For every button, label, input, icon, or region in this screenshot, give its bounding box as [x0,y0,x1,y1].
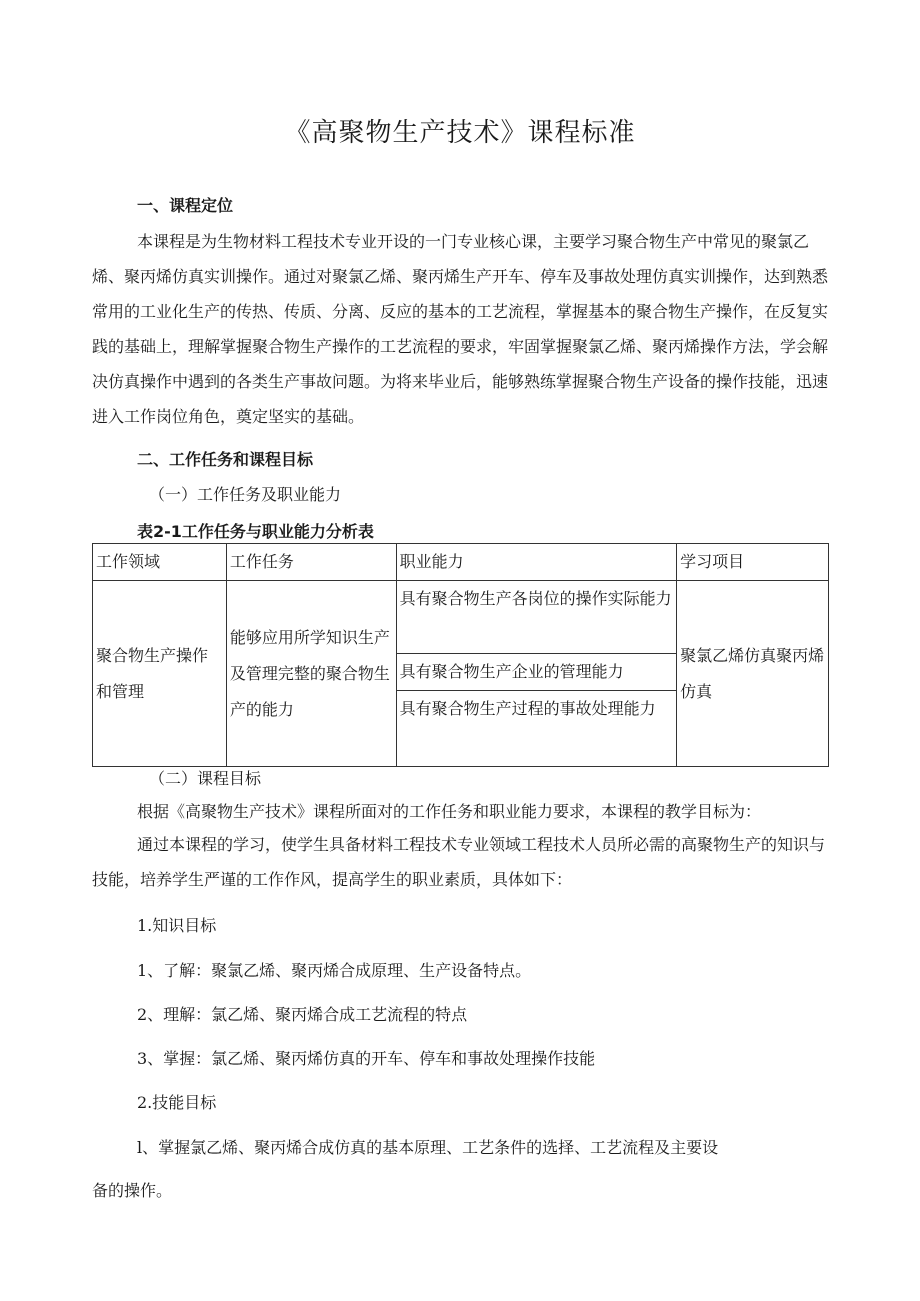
subheading-goals: （二）课程目标 [149,769,262,788]
ability-item: 具有聚合物生产企业的管理能力 [397,654,677,691]
knowledge-item: 3、掌握：氯乙烯、聚丙烯仿真的开车、停车和事故处理操作技能 [137,1049,596,1068]
table-caption: 表2-1工作任务与职业能力分析表 [137,522,374,541]
goals-intro: 根据《高聚物生产技术》课程所面对的工作任务和职业能力要求，本课程的教学目标为： [137,802,762,821]
cell-domain [93,581,227,767]
page-title: 《高聚物生产技术》课程标准 [284,118,636,148]
skill-item-line2: 备的操作。 [92,1181,173,1200]
header-task: 工作任务 [226,544,396,581]
knowledge-item: 2、理解：氯乙烯、聚丙烯合成工艺流程的特点 [137,1005,468,1024]
ability-item: 具有聚合物生产过程的事故处理能力 [399,699,656,718]
domain-text: 聚合物生产操作和管理 [96,645,209,701]
table-header-row [93,544,829,581]
knowledge-item: 1、了解：聚氯乙烯、聚丙烯合成原理、生产设备特点。 [137,961,532,980]
section-heading-tasks-goals: 二、工作任务和课程目标 [137,450,314,469]
positioning-paragraph [92,224,834,434]
positioning-text: 本课程是为生物材料工程技术专业开设的一门专业核心课，主要学习聚合物生产中常见的聚氯乙烯、聚丙烯仿真实训操作。通过对聚氯乙烯、聚丙烯生产开车、停车及事故处理仿真实训操作，达到熟悉常用的工业化生产的传热、传质、分离、反应的基本的工艺流程，掌握基本的聚合物生产操作，在反复实践的基础上，理解掌握聚合物生产操作的工艺流程的要求，牢固掌握聚氯乙烯、聚丙烯操作方法，学会解决仿真操作中遇到的各类生产事故问题。为将来毕业后，能够熟练掌握聚合物生产设备的操作技能，迅速进入工作岗位角色，奠定坚实的基础。 [92,232,829,426]
project-text: 聚氯乙烯仿真聚丙烯仿真 [680,645,825,701]
table-row [93,581,829,767]
skill-heading: 2.技能目标 [137,1093,217,1112]
task-ability-table [92,543,829,767]
goals-description [92,827,834,897]
header-ability: 职业能力 [396,544,677,581]
header-project: 学习项目 [677,544,829,581]
ability-item: 具有聚合物生产各岗位的操作实际能力 [397,581,677,654]
cell-task [226,581,396,767]
section-heading-positioning: 一、课程定位 [137,196,234,215]
cell-abilities [396,581,677,767]
cell-project [677,581,829,767]
header-domain: 工作领域 [93,544,227,581]
task-text: 能够应用所学知识生产及管理完整的聚合物生产的能力 [229,627,390,719]
knowledge-heading: 1.知识目标 [137,916,217,935]
skill-item-line1: l、掌握氯乙烯、聚丙烯合成仿真的基本原理、工艺条件的选择、工艺流程及主要设 [137,1138,719,1157]
subheading-tasks: （一）工作任务及职业能力 [149,485,342,504]
goals-description-text: 通过本课程的学习，使学生具备材料工程技术专业领域工程技术人员所必需的高聚物生产的知识与技能，培养学生严谨的工作作风，提高学生的职业素质，具体如下： [92,835,826,889]
